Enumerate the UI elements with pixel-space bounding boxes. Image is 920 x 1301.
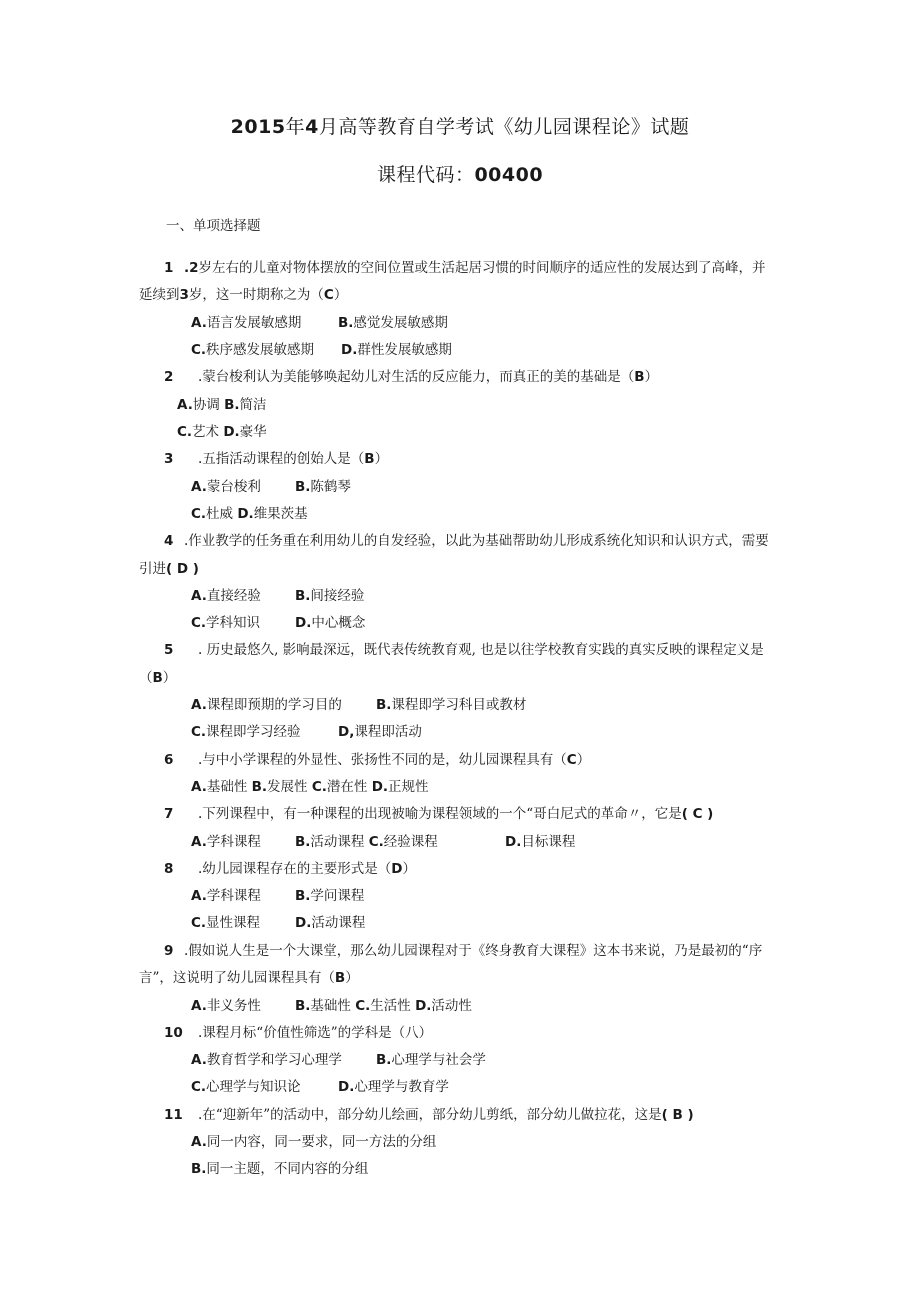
- option-letter: C.: [368, 834, 384, 850]
- option-letter: A.: [191, 479, 207, 495]
- option-letter: A.: [177, 397, 193, 413]
- option-c: [191, 914, 260, 932]
- option-text: 目标课程: [521, 834, 576, 850]
- option-letter: B.: [295, 998, 311, 1014]
- option-text: 发展性: [267, 779, 308, 795]
- option-text: 非义务性: [206, 998, 261, 1014]
- option-text: 基础性: [206, 779, 248, 795]
- option-text: 课程即学习科目或教材: [391, 697, 527, 713]
- option-text: 心理学与知识论: [206, 1079, 301, 1095]
- option-text: 感觉发展敏感期: [353, 315, 448, 331]
- course-code-value: 00400: [474, 164, 544, 186]
- option-letter: A.: [191, 834, 207, 850]
- option-text: 教育哲学和学习心理学: [206, 1052, 342, 1068]
- option-text: 活动课程: [311, 915, 366, 931]
- course-code: [0, 160, 920, 187]
- option-row: [295, 997, 472, 1015]
- option-letter: D.: [295, 915, 312, 931]
- option-d: [295, 614, 365, 632]
- option-d: [505, 833, 575, 851]
- question-1: [164, 259, 766, 277]
- option-letter: C.: [355, 998, 371, 1014]
- question-9: [164, 942, 762, 960]
- question-text: .课程月标“价值性筛选”的学科是（八）: [198, 1025, 433, 1041]
- option-a: [191, 1133, 436, 1151]
- answer: ( D ): [166, 561, 199, 577]
- option-text: 豪华: [239, 424, 267, 440]
- option-letter: A.: [191, 779, 207, 795]
- option-d: [341, 341, 452, 359]
- option-letter: A.: [191, 998, 207, 1014]
- section-emph: 选择题: [220, 218, 261, 234]
- answer-close: ）: [374, 451, 389, 467]
- question-text-cont: 岁，这一时期称之为（: [188, 287, 324, 303]
- option-a: [191, 1051, 342, 1069]
- option-letter: A.: [191, 1052, 207, 1068]
- option-row: [295, 833, 438, 851]
- option-letter: D.: [371, 779, 389, 795]
- option-a: [191, 478, 261, 496]
- option-letter: B.: [295, 888, 311, 904]
- option-text: 活动性: [431, 998, 472, 1014]
- question-number: 7: [164, 806, 174, 822]
- question-4-continued: [139, 560, 199, 578]
- question-text: . 历史最悠久, 影响最深远，既代表传统教育观, 也是以往学校教育实践的真实反映的课程定义是: [198, 642, 764, 658]
- option-letter: C.: [191, 1079, 207, 1095]
- option-row: [191, 778, 429, 796]
- question-6: [164, 751, 590, 769]
- option-text: 显性课程: [206, 915, 261, 931]
- option-letter: B.: [191, 1161, 207, 1177]
- option-text: 维果茨基: [253, 506, 308, 522]
- question-number: 5: [164, 642, 174, 658]
- question-10: [164, 1024, 432, 1042]
- question-number: 8: [164, 861, 174, 877]
- question-number: 11: [164, 1107, 183, 1123]
- option-text: 经验课程: [383, 834, 438, 850]
- option-letter: C.: [191, 342, 207, 358]
- option-text: 直接经验: [206, 588, 261, 604]
- option-text: 心理学与教育学: [354, 1079, 449, 1095]
- option-letter: D.: [341, 342, 358, 358]
- option-letter: A.: [191, 588, 207, 604]
- option-letter: A.: [191, 697, 207, 713]
- option-letter: C.: [191, 724, 207, 740]
- option-letter: B.: [376, 1052, 392, 1068]
- option-text: 心理学与社会学: [391, 1052, 486, 1068]
- option-letter: C.: [311, 779, 327, 795]
- option-b: [295, 587, 364, 605]
- option-text: 课程即学习经验: [206, 724, 301, 740]
- question-text-cont: （: [139, 670, 153, 686]
- course-code-label: 课程代码：: [376, 164, 475, 186]
- option-c: [191, 341, 314, 359]
- answer-close: ）: [576, 752, 591, 768]
- title-year-suffix: 年: [285, 116, 306, 138]
- question-7: [164, 805, 713, 823]
- question-text-cont: 言”，这说明了幼儿园课程具有（: [139, 970, 335, 986]
- question-5-continued: [139, 669, 176, 687]
- option-letter: B.: [224, 397, 240, 413]
- option-d: [338, 723, 422, 741]
- option-letter: B.: [251, 779, 268, 795]
- answer-close: ）: [162, 670, 177, 686]
- option-text: 活动课程: [310, 834, 365, 850]
- option-letter: A.: [191, 315, 207, 331]
- option-text: 学科知识: [206, 615, 261, 631]
- option-text: 陈鹤琴: [310, 479, 351, 495]
- answer: B: [634, 369, 645, 385]
- question-text-cont: 引进: [139, 561, 166, 577]
- answer-close: ）: [345, 970, 359, 986]
- option-letter: B.: [295, 834, 311, 850]
- question-5: [164, 641, 764, 659]
- option-text: 同一主题，不同内容的分组: [206, 1161, 369, 1177]
- option-letter: C.: [191, 506, 207, 522]
- option-text: 基础性: [310, 998, 351, 1014]
- answer: B: [334, 970, 346, 986]
- question-text-cont: 延续到: [139, 287, 180, 303]
- option-b: [376, 1051, 486, 1069]
- question-number: 2: [164, 369, 174, 385]
- option-letter: B.: [295, 479, 311, 495]
- question-number: 6: [164, 752, 174, 768]
- question-text: .幼儿园课程存在的主要形式是（: [198, 861, 392, 877]
- option-text: 课程即预期的学习目的: [206, 697, 342, 713]
- question-number: 1: [164, 260, 174, 276]
- option-text: 学科课程: [206, 834, 261, 850]
- option-text: 蒙台梭利: [206, 479, 261, 495]
- option-b: [295, 478, 351, 496]
- option-a: [191, 696, 342, 714]
- option-text: 中心概念: [311, 615, 366, 631]
- option-row: [177, 423, 267, 441]
- option-text: 生活性: [370, 998, 411, 1014]
- answer: B: [152, 670, 163, 686]
- section-heading: [166, 214, 261, 234]
- option-b: [338, 314, 448, 332]
- question-1-continued: [139, 286, 347, 304]
- answer-close: ）: [333, 287, 348, 303]
- option-letter: B.: [295, 588, 311, 604]
- option-b: [191, 1160, 368, 1178]
- question-text: 岁左右的儿童对物体摆放的空间位置或生活起居习惯的时间顺序的适应性的发展达到了高峰，并: [198, 260, 766, 276]
- answer-close: ）: [402, 861, 417, 877]
- answer: C: [323, 287, 334, 303]
- option-text: 协调: [192, 397, 220, 413]
- question-text: .作业教学的任务重在利用幼儿的自发经验，以此为基础帮助幼儿形成系统化知识和认识方式，需要: [184, 533, 769, 549]
- answer: B: [364, 451, 375, 467]
- option-text: 学科课程: [206, 888, 261, 904]
- option-a: [191, 997, 261, 1015]
- question-number: 3: [164, 451, 174, 467]
- answer: ( C ): [681, 806, 714, 822]
- option-letter: D.: [415, 998, 432, 1014]
- answer-close: ）: [644, 369, 659, 385]
- option-text: 学问课程: [310, 888, 365, 904]
- answer: ( B ): [661, 1107, 694, 1123]
- option-a: [191, 587, 261, 605]
- option-a: [191, 314, 301, 332]
- question-number: 4: [164, 533, 174, 549]
- option-letter: D.: [338, 1079, 355, 1095]
- option-text: 同一内容，同一要求，同一方法的分组: [206, 1134, 437, 1150]
- option-letter: C.: [191, 615, 207, 631]
- title-rest: 月高等教育自学考试《幼儿园课程论》试题: [318, 116, 690, 138]
- option-letter: D.: [505, 834, 522, 850]
- question-11: [164, 1106, 694, 1124]
- option-a: [191, 833, 261, 851]
- question-text: .假如说人生是一个大课堂，那么幼儿园课程对于《终身教育大课程》这本书来说，乃是最初的“序: [184, 943, 763, 959]
- question-2: [164, 368, 658, 386]
- option-b: [376, 696, 526, 714]
- option-row: [177, 396, 267, 414]
- option-row: [191, 505, 308, 523]
- option-c: [191, 614, 260, 632]
- option-letter: D,: [338, 724, 355, 740]
- section-prefix: 一、单项: [166, 218, 220, 234]
- title-year: 2015: [230, 116, 286, 138]
- question-text: .在“迎新年”的活动中，部分幼儿绘画，部分幼儿剪纸，部分幼儿做拉花，这是: [198, 1107, 662, 1123]
- question-text: .下列课程中，有一种课程的出现被喻为课程领域的一个“哥白尼式的革命〃，它是: [198, 806, 682, 822]
- title-month: 4: [305, 116, 319, 138]
- question-text: .蒙台梭利认为美能够唤起幼儿对生活的反应能力，而真正的美的基础是（: [198, 369, 635, 385]
- question-number: 10: [164, 1025, 183, 1041]
- question-8: [164, 860, 416, 878]
- option-d: [295, 914, 365, 932]
- question-lead: .2: [184, 260, 199, 276]
- option-letter: A.: [191, 1134, 207, 1150]
- question-3: [164, 450, 388, 468]
- option-d: [338, 1078, 449, 1096]
- option-text: 杜威: [206, 506, 234, 522]
- option-letter: B.: [338, 315, 354, 331]
- option-letter: D.: [237, 506, 254, 522]
- option-text: 简洁: [239, 397, 267, 413]
- option-text: 秩序感发展敏感期: [206, 342, 315, 358]
- question-9-continued: [139, 969, 359, 987]
- question-text: .五指活动课程的创始人是（: [198, 451, 365, 467]
- option-a: [191, 887, 261, 905]
- option-letter: D.: [295, 615, 312, 631]
- option-letter: B.: [376, 697, 392, 713]
- option-c: [191, 1078, 301, 1096]
- answer: C: [566, 752, 577, 768]
- option-text: 语言发展敏感期: [206, 315, 302, 331]
- option-c: [191, 723, 301, 741]
- option-text: 潜在性: [326, 779, 368, 795]
- option-text: 艺术: [192, 424, 220, 440]
- option-letter: C.: [177, 424, 193, 440]
- option-letter: D.: [223, 424, 240, 440]
- option-letter: A.: [191, 888, 207, 904]
- option-text: 间接经验: [310, 588, 365, 604]
- document-title: [0, 112, 920, 139]
- question-number: 9: [164, 943, 174, 959]
- option-text: 课程即活动: [354, 724, 422, 740]
- option-text: 正规性: [388, 779, 429, 795]
- answer: D: [391, 861, 403, 877]
- option-b: [295, 887, 364, 905]
- question-number-inline: 3: [179, 287, 189, 303]
- question-4: [164, 532, 769, 550]
- question-text: .与中小学课程的外显性、张扬性不同的是，幼儿园课程具有（: [198, 752, 567, 768]
- option-letter: C.: [191, 915, 207, 931]
- option-text: 群性发展敏感期: [357, 342, 452, 358]
